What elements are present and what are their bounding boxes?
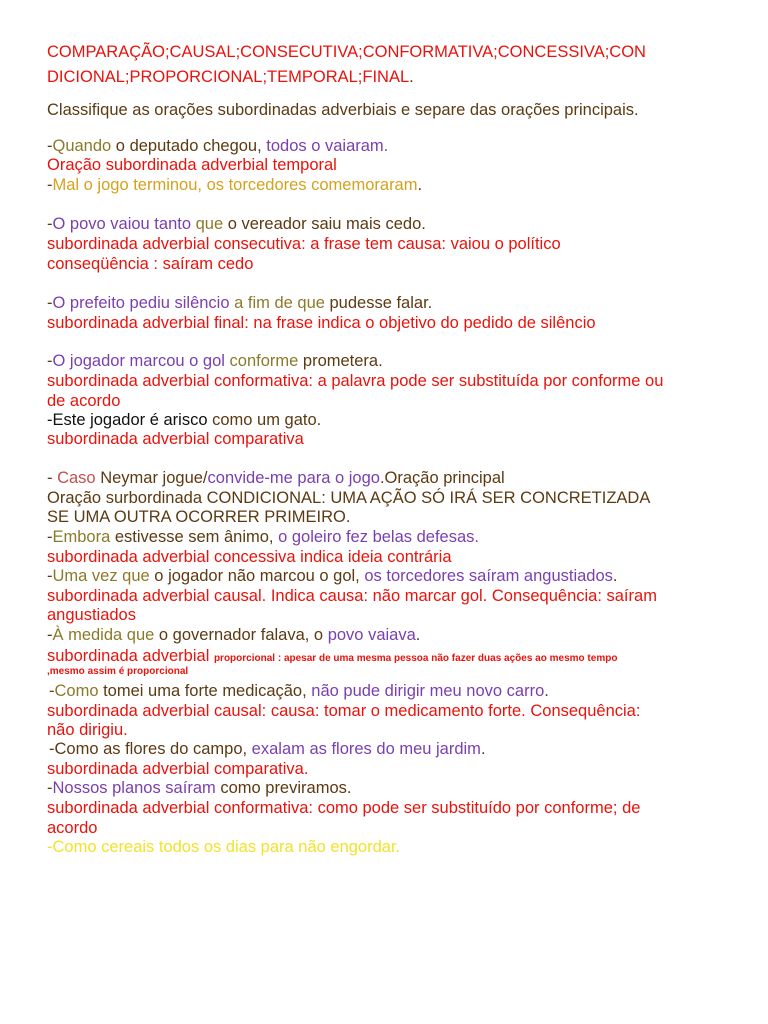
text-segment: conforme — [224, 352, 299, 370]
text-line — [47, 666, 188, 678]
text-segment: O povo vaiou tanto — [52, 215, 192, 233]
text-segment: Oração surbordinada CONDICIONAL: UMA AÇÃO SÓ IRÁ SER CONCRETIZADA — [47, 489, 651, 507]
text-line — [47, 701, 640, 721]
text-segment: como previramos. — [215, 779, 352, 797]
text-segment: exalam as flores do meu jardim — [251, 740, 481, 758]
text-segment: Caso — [57, 469, 96, 487]
text-segment: subordinada adverbial — [47, 647, 214, 665]
text-line — [47, 371, 663, 391]
text-segment: - — [47, 469, 58, 487]
text-segment: prometera. — [298, 352, 383, 370]
text-segment: . — [417, 176, 423, 194]
text-segment: O prefeito pediu silêncio — [52, 294, 230, 312]
text-segment: - — [47, 176, 53, 194]
text-segment: Classifique as orações subordinadas adverbiais e separe das orações principais. — [47, 101, 639, 119]
text-segment: proporcional : apesar de uma mesma pessoa não fazer duas ações ao mesmo tempo — [213, 653, 618, 664]
text-line — [47, 527, 479, 547]
text-line — [47, 42, 646, 62]
text-line — [47, 234, 561, 254]
text-line — [47, 798, 640, 818]
text-segment: Neymar jogue/ — [95, 469, 208, 487]
text-segment: o deputado chegou, — [111, 137, 267, 155]
text-segment: - — [47, 528, 53, 546]
text-segment: conseqüência : saíram cedo — [47, 255, 254, 273]
text-segment: - — [47, 137, 53, 155]
text-segment: subordinada adverbial conformativa: a palavra pode ser substituída por conforme ou — [47, 372, 664, 390]
text-segment: - — [47, 352, 53, 370]
text-segment: subordinada adverbial concessiva indica ideia contrária — [47, 548, 452, 566]
text-segment: pudesse falar. — [324, 294, 433, 312]
text-segment: o governador falava, o — [154, 626, 328, 644]
text-line — [47, 254, 253, 274]
text-segment: subordinada adverbial comparativa — [47, 430, 304, 448]
text-segment: . — [409, 68, 414, 86]
text-line — [47, 778, 351, 798]
text-segment: estivesse sem ânimo, — [110, 528, 279, 546]
text-segment: -Como cereais todos os dias para não engordar. — [47, 838, 401, 856]
text-segment: convide-me para o jogo — [207, 469, 380, 487]
text-segment: ,mesmo assim é proporcional — [47, 666, 189, 677]
text-line — [47, 625, 420, 645]
text-segment: - — [47, 215, 53, 233]
text-segment: SE UMA OUTRA OCORRER PRIMEIRO. — [47, 508, 351, 526]
text-segment: subordinada adverbial conformativa: como pode ser substituído por conforme; de — [47, 799, 641, 817]
text-line — [47, 566, 618, 586]
text-segment: angustiados — [47, 606, 136, 624]
text-segment: Nossos planos saíram — [52, 779, 216, 797]
text-segment: povo vaiava — [327, 626, 416, 644]
text-segment: Como — [54, 682, 99, 700]
text-line — [47, 507, 350, 527]
text-segment: tomei uma forte medicação, — [98, 682, 312, 700]
text-line — [47, 429, 304, 449]
text-segment: subordinada adverbial causal. Indica causa: não marcar gol. Consequência: saíram — [47, 587, 657, 605]
text-segment: subordinada adverbial causal: causa: tomar o medicamento forte. Consequência: — [47, 702, 641, 720]
text-line — [47, 468, 505, 488]
text-segment: subordinada adverbial comparativa. — [47, 760, 309, 778]
text-line — [49, 681, 549, 701]
text-line — [47, 155, 337, 175]
text-segment: -Como as flores do campo, — [49, 740, 252, 758]
text-segment: Uma vez que — [52, 567, 150, 585]
text-segment: o goleiro fez belas defesas. — [278, 528, 479, 546]
text-line — [47, 488, 650, 508]
text-line — [47, 313, 596, 333]
text-segment: Mal o jogo terminou, os torcedores comemoraram — [52, 176, 418, 194]
text-line — [47, 818, 97, 838]
text-segment: de acordo — [47, 392, 121, 410]
text-line — [47, 100, 639, 120]
text-segment: À medida que — [52, 626, 155, 644]
text-line — [47, 759, 308, 779]
text-segment: . — [612, 567, 618, 585]
text-segment: . — [544, 682, 549, 700]
text-segment: - — [47, 567, 53, 585]
text-segment: não pude dirigir meu novo carro — [311, 682, 545, 700]
text-line — [47, 720, 128, 740]
text-segment: subordinada adverbial final: na frase indica o objetivo do pedido de silêncio — [47, 314, 596, 332]
text-segment: não dirigiu. — [47, 721, 128, 739]
text-segment: . — [480, 740, 486, 758]
text-line — [47, 175, 422, 195]
text-segment: subordinada adverbial consecutiva: a frase tem causa: vaiou o político — [47, 235, 561, 253]
text-segment: COMPARAÇÃO;CAUSAL;CONSECUTIVA;CONFORMATIVA;CONCESSIVA;CON — [47, 43, 646, 61]
text-line — [47, 293, 432, 313]
text-segment: . — [415, 626, 421, 644]
text-segment: Embora — [52, 528, 111, 546]
text-line — [49, 739, 486, 759]
text-segment: Quando — [52, 137, 112, 155]
text-line — [47, 136, 388, 156]
text-segment: - — [47, 779, 53, 797]
text-segment: - — [49, 682, 55, 700]
text-line — [47, 67, 414, 87]
text-segment: que — [191, 215, 224, 233]
text-line — [47, 605, 136, 625]
text-segment: o jogador não marcou o gol, — [149, 567, 365, 585]
text-line — [47, 547, 452, 567]
text-segment: - — [47, 294, 53, 312]
text-segment: a fim de que — [229, 294, 325, 312]
text-segment: - — [47, 626, 53, 644]
text-line — [47, 351, 383, 371]
text-segment: -Este jogador é arisco — [47, 411, 213, 429]
text-line — [47, 214, 426, 234]
text-segment: DICIONAL;PROPORCIONAL;TEMPORAL;FINAL — [47, 68, 410, 86]
text-segment: O jogador marcou o gol — [52, 352, 225, 370]
text-segment: todos o vaiaram. — [266, 137, 389, 155]
text-segment: acordo — [47, 819, 98, 837]
text-segment: os torcedores saíram angustiados — [364, 567, 613, 585]
text-line — [47, 586, 657, 606]
text-segment: como um gato. — [212, 411, 322, 429]
text-segment: o vereador saiu mais cedo. — [223, 215, 426, 233]
text-line — [47, 410, 321, 430]
text-segment: .Oração principal — [379, 469, 505, 487]
text-line — [47, 391, 120, 411]
text-line — [47, 837, 400, 857]
text-segment: Oração subordinada adverbial temporal — [47, 156, 337, 174]
